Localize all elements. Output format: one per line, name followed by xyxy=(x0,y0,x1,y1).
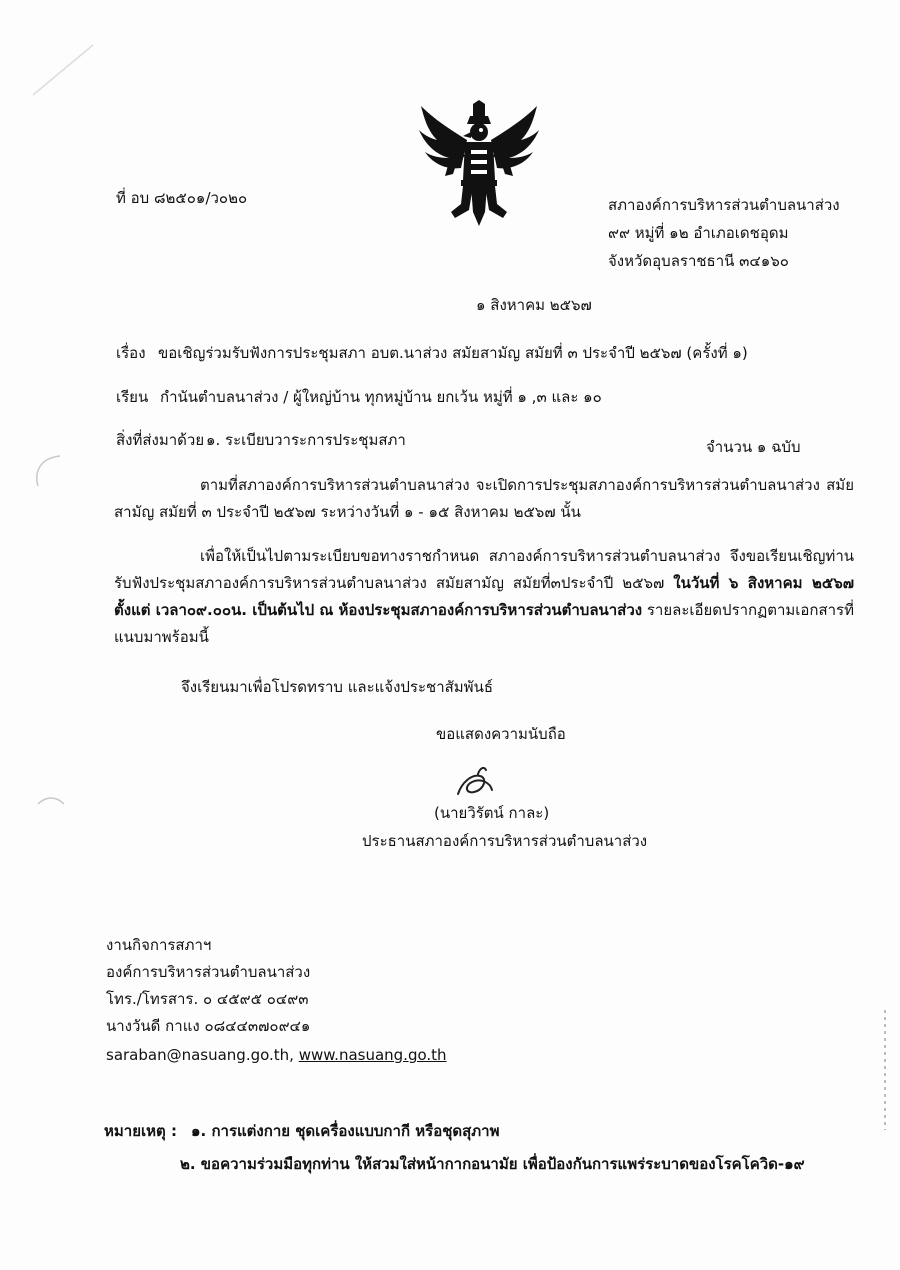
subject-text: ขอเชิญร่วมรับฟังการประชุมสภา อบต.นาส่วง สมัยสามัญ สมัยที่ ๓ ประจำปี ๒๕๖๗ (ครั้งที่ ๑) xyxy=(158,344,748,362)
handwritten-signature xyxy=(450,764,500,804)
signer-title: ประธานสภาองค์การบริหารส่วนตำบลนาส่วง xyxy=(362,832,648,850)
recipient-text: กำนันตำบลนาส่วง / ผู้ใหญ่บ้าน ทุกหมู่บ้าน ยกเว้น หมู่ที่ ๑ ,๓ และ ๑๐ xyxy=(160,388,602,406)
contact-email[interactable]: saraban@nasuang.go.th, xyxy=(106,1046,294,1064)
body-paragraph-2 xyxy=(114,543,854,651)
note-label: หมายเหตุ : xyxy=(104,1122,177,1140)
body-paragraph-3: จึงเรียนมาเพื่อโปรดทราบ และแจ้งประชาสัมพันธ์ xyxy=(181,678,493,696)
contact-website-link[interactable]: www.nasuang.go.th xyxy=(298,1046,447,1064)
closing-salutation: ขอแสดงความนับถือ xyxy=(436,725,566,743)
garuda-emblem-icon xyxy=(415,100,543,228)
agency-name: สภาองค์การบริหารส่วนตำบลนาส่วง xyxy=(608,196,840,214)
paragraph-2-intro: เพื่อให้เป็นไปตามระเบียบขอทางราชกำหนด สภาองค์การบริหารส่วนตำบลนาส่วง จึงขอเรียนเชิญท่านรับฟังประชุมสภาองค์การบริหารส่วนตำบลนาส่วง สมัยสามัญ สมัยที่๓ประจำปี ๒๕๖๗ xyxy=(114,547,854,592)
agency-address: ๙๙ หมู่ที่ ๑๒ อำเภอเดชอุดม xyxy=(608,224,789,242)
enclosure-label: สิ่งที่ส่งมาด้วย xyxy=(116,431,205,449)
scan-edge-mark xyxy=(884,1010,886,1130)
punch-hole-mark-top xyxy=(30,452,70,492)
meeting-schedule: ในวันที่ ๖ สิงหาคม ๒๕๖๗ ตั้งแต่ เวลา๐๙.๐๐น. เป็นต้นไป ณ ห้องประชุมสภาองค์การบริหารส่วนตำบลนาส่วง xyxy=(114,574,854,619)
document-number: ที่ อบ ๘๒๕๐๑/ว๐๒๐ xyxy=(116,189,248,207)
recipient-label: เรียน xyxy=(116,388,149,406)
contact-person: นางวันดี กาแง ๐๘๔๔๓๗๐๙๔๑ xyxy=(106,1017,311,1035)
contact-organization: องค์การบริหารส่วนตำบลนาส่วง xyxy=(106,963,311,981)
punch-hole-mark-bottom xyxy=(34,790,74,820)
enclosure-quantity: จำนวน ๑ ฉบับ xyxy=(706,438,801,456)
subject-label: เรื่อง xyxy=(116,344,146,362)
document-date: ๑ สิงหาคม ๒๕๖๗ xyxy=(476,296,592,314)
scan-line-mark xyxy=(28,40,98,100)
signer-name: (นายวิรัตน์ กาละ) xyxy=(434,804,550,822)
paragraph-2-end: รายละเอียดปรากฏตามเอกสารที่แนบมาพร้อมนี้ xyxy=(114,601,854,646)
note-item-1: ๑. การแต่งกาย ชุดเครื่องแบบกากี หรือชุดสุภาพ xyxy=(191,1122,500,1140)
enclosure-text: ๑. ระเบียบวาระการประชุมสภา xyxy=(206,431,406,449)
agency-province: จังหวัดอุบลราชธานี ๓๔๑๖๐ xyxy=(608,252,789,270)
body-paragraph-1: ตามที่สภาองค์การบริหารส่วนตำบลนาส่วง จะเปิดการประชุมสภาองค์การบริหารส่วนตำบลนาส่วง สมัยสามัญ สมัยที่ ๓ ประจำปี ๒๕๖๗ ระหว่างวันที่ ๑ - ๑๕ สิงหาคม ๒๕๖๗ นั้น xyxy=(114,476,854,521)
note-item-2: ๒. ขอความร่วมมือทุกท่าน ให้สวมใส่หน้ากากอนามัย เพื่อป้องกันการแพร่ระบาดของโรคโควิด-๑๙ xyxy=(180,1155,805,1173)
contact-department: งานกิจการสภาฯ xyxy=(106,936,212,954)
contact-phone: โทร./โทรสาร. ๐ ๔๕๙๕ ๐๔๙๓ xyxy=(106,990,309,1008)
contact-web-line xyxy=(106,1045,447,1065)
